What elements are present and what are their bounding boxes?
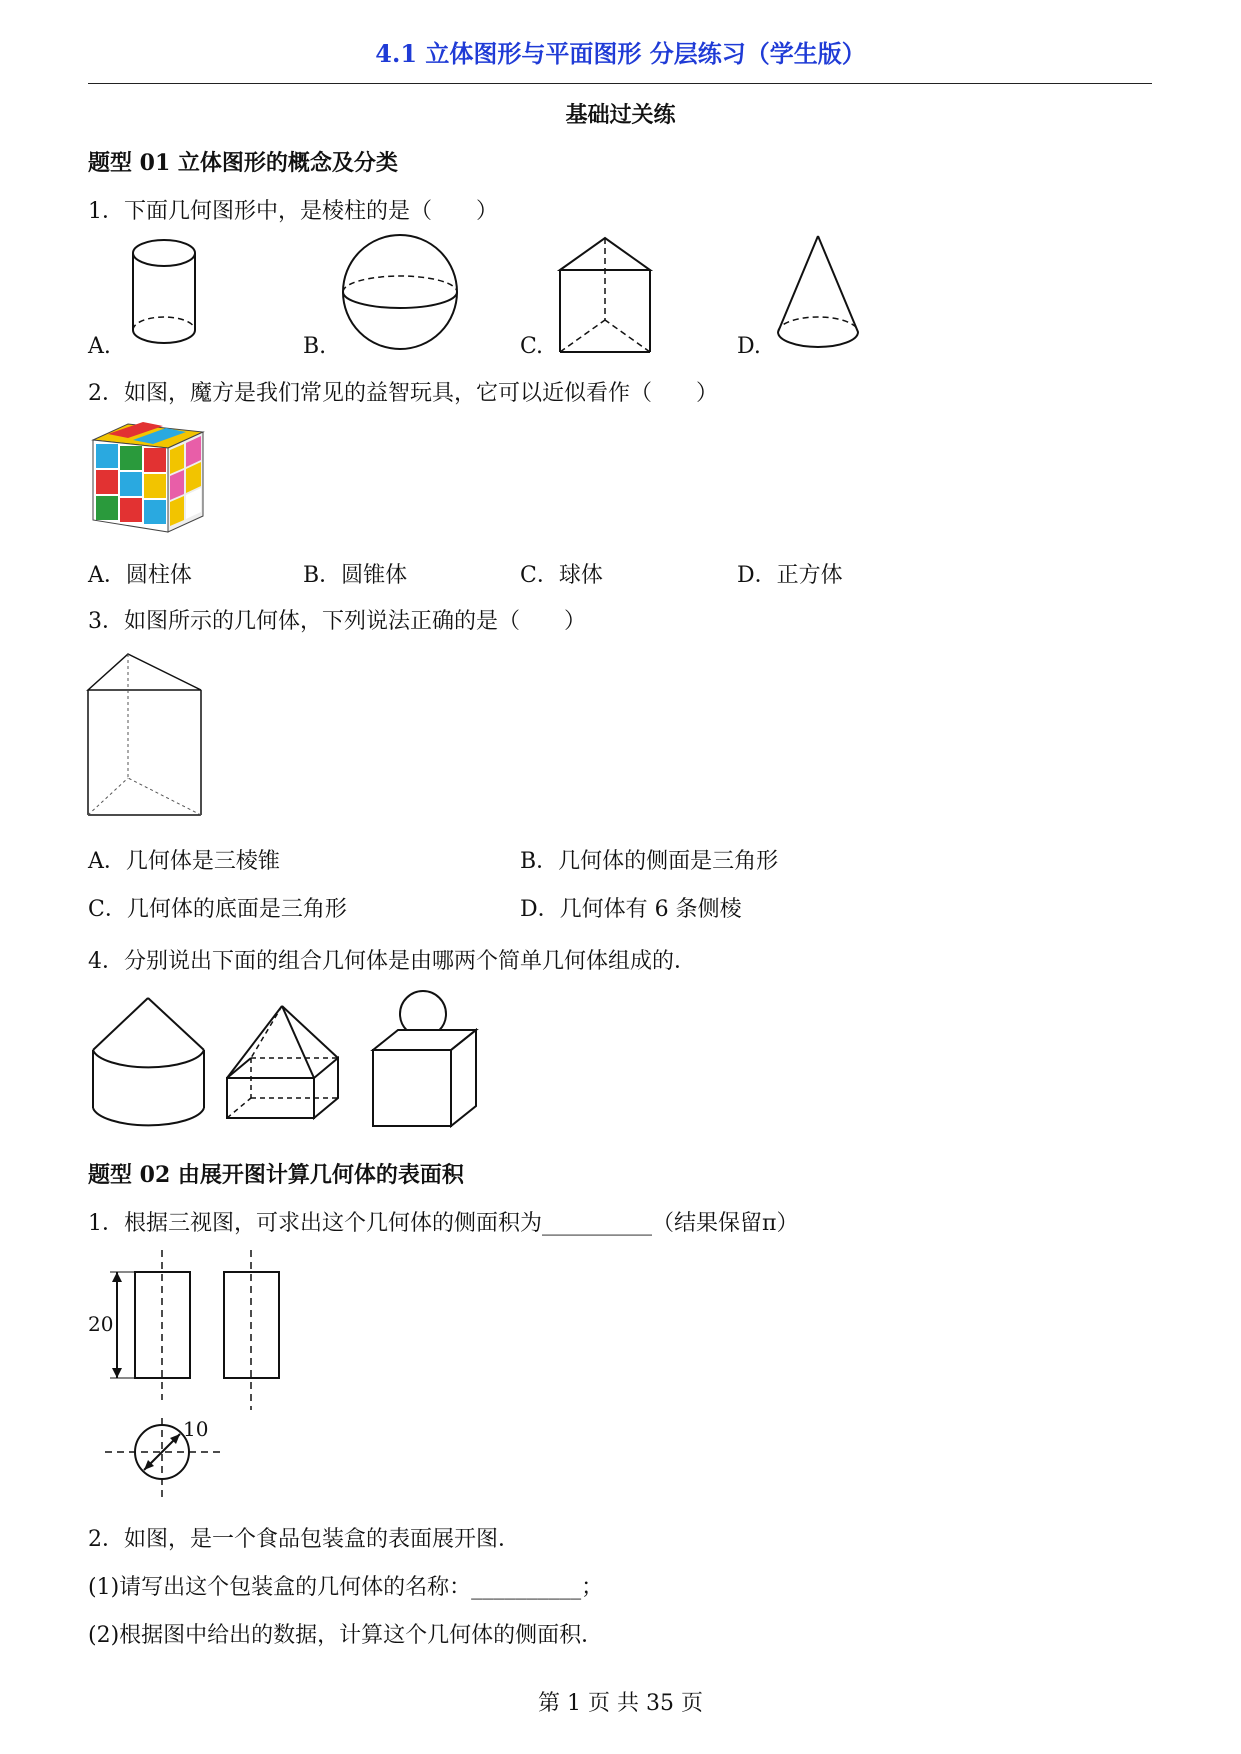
- q2-option-d: D．正方体: [737, 563, 843, 588]
- q1-option-d: D.: [737, 334, 761, 359]
- q3-stem: 3．如图所示的几何体，下列说法正确的是（ ）: [88, 609, 586, 634]
- type01-heading: 题型 01 立体图形的概念及分类: [88, 150, 398, 176]
- q1-option-a: A.: [88, 334, 111, 359]
- q3-prism-figure: [88, 650, 208, 826]
- q1-option-c: C.: [520, 334, 544, 359]
- height-label: 20: [88, 1312, 114, 1336]
- section-title: 基础过关练: [565, 102, 676, 128]
- sphere-figure: [340, 232, 470, 362]
- q3-option-b: B．几何体的侧面是三角形: [520, 849, 779, 874]
- type02-q2-sub1: (1)请写出这个包装盒的几何体的名称：__________；: [88, 1575, 604, 1600]
- cone-figure: [770, 232, 870, 362]
- type02-q1-stem: 1．根据三视图，可求出这个几何体的侧面积为__________（结果保留π）: [88, 1211, 799, 1236]
- q3-option-a: A．几何体是三棱锥: [88, 849, 280, 874]
- q2-option-c: C．球体: [520, 563, 603, 588]
- header-divider: [88, 83, 1152, 84]
- diameter-label: 10: [183, 1417, 209, 1441]
- q2-option-b: B．圆锥体: [303, 563, 408, 588]
- q3-option-d: D．几何体有 6 条侧棱: [520, 897, 742, 922]
- composite-solids-figure: [90, 988, 480, 1138]
- q4-stem: 4．分别说出下面的组合几何体是由哪两个简单几何体组成的．: [88, 949, 696, 974]
- three-views-figure: [80, 1250, 300, 1500]
- type02-heading: 题型 02 由展开图计算几何体的表面积: [88, 1162, 464, 1188]
- rubiks-cube-image: [88, 420, 208, 540]
- cylinder-figure: [120, 230, 210, 350]
- type02-q2-stem: 2．如图，是一个食品包装盒的表面展开图．: [88, 1527, 520, 1552]
- q3-option-c: C．几何体的底面是三角形: [88, 897, 347, 922]
- q2-option-a: A．圆柱体: [88, 563, 192, 588]
- q1-option-b: B.: [303, 334, 327, 359]
- type02-q2-sub2: (2)根据图中给出的数据，计算这个几何体的侧面积．: [88, 1623, 604, 1648]
- triangular-prism-figure: [555, 232, 655, 362]
- q2-stem: 2．如图，魔方是我们常见的益智玩具，它可以近似看作（ ）: [88, 381, 718, 406]
- page-footer: 第 1 页 共 35 页: [538, 1691, 703, 1716]
- q1-stem: 1．下面几何图形中，是棱柱的是（ ）: [88, 199, 498, 224]
- page-title: 4.1 立体图形与平面图形 分层练习（学生版）: [375, 39, 866, 68]
